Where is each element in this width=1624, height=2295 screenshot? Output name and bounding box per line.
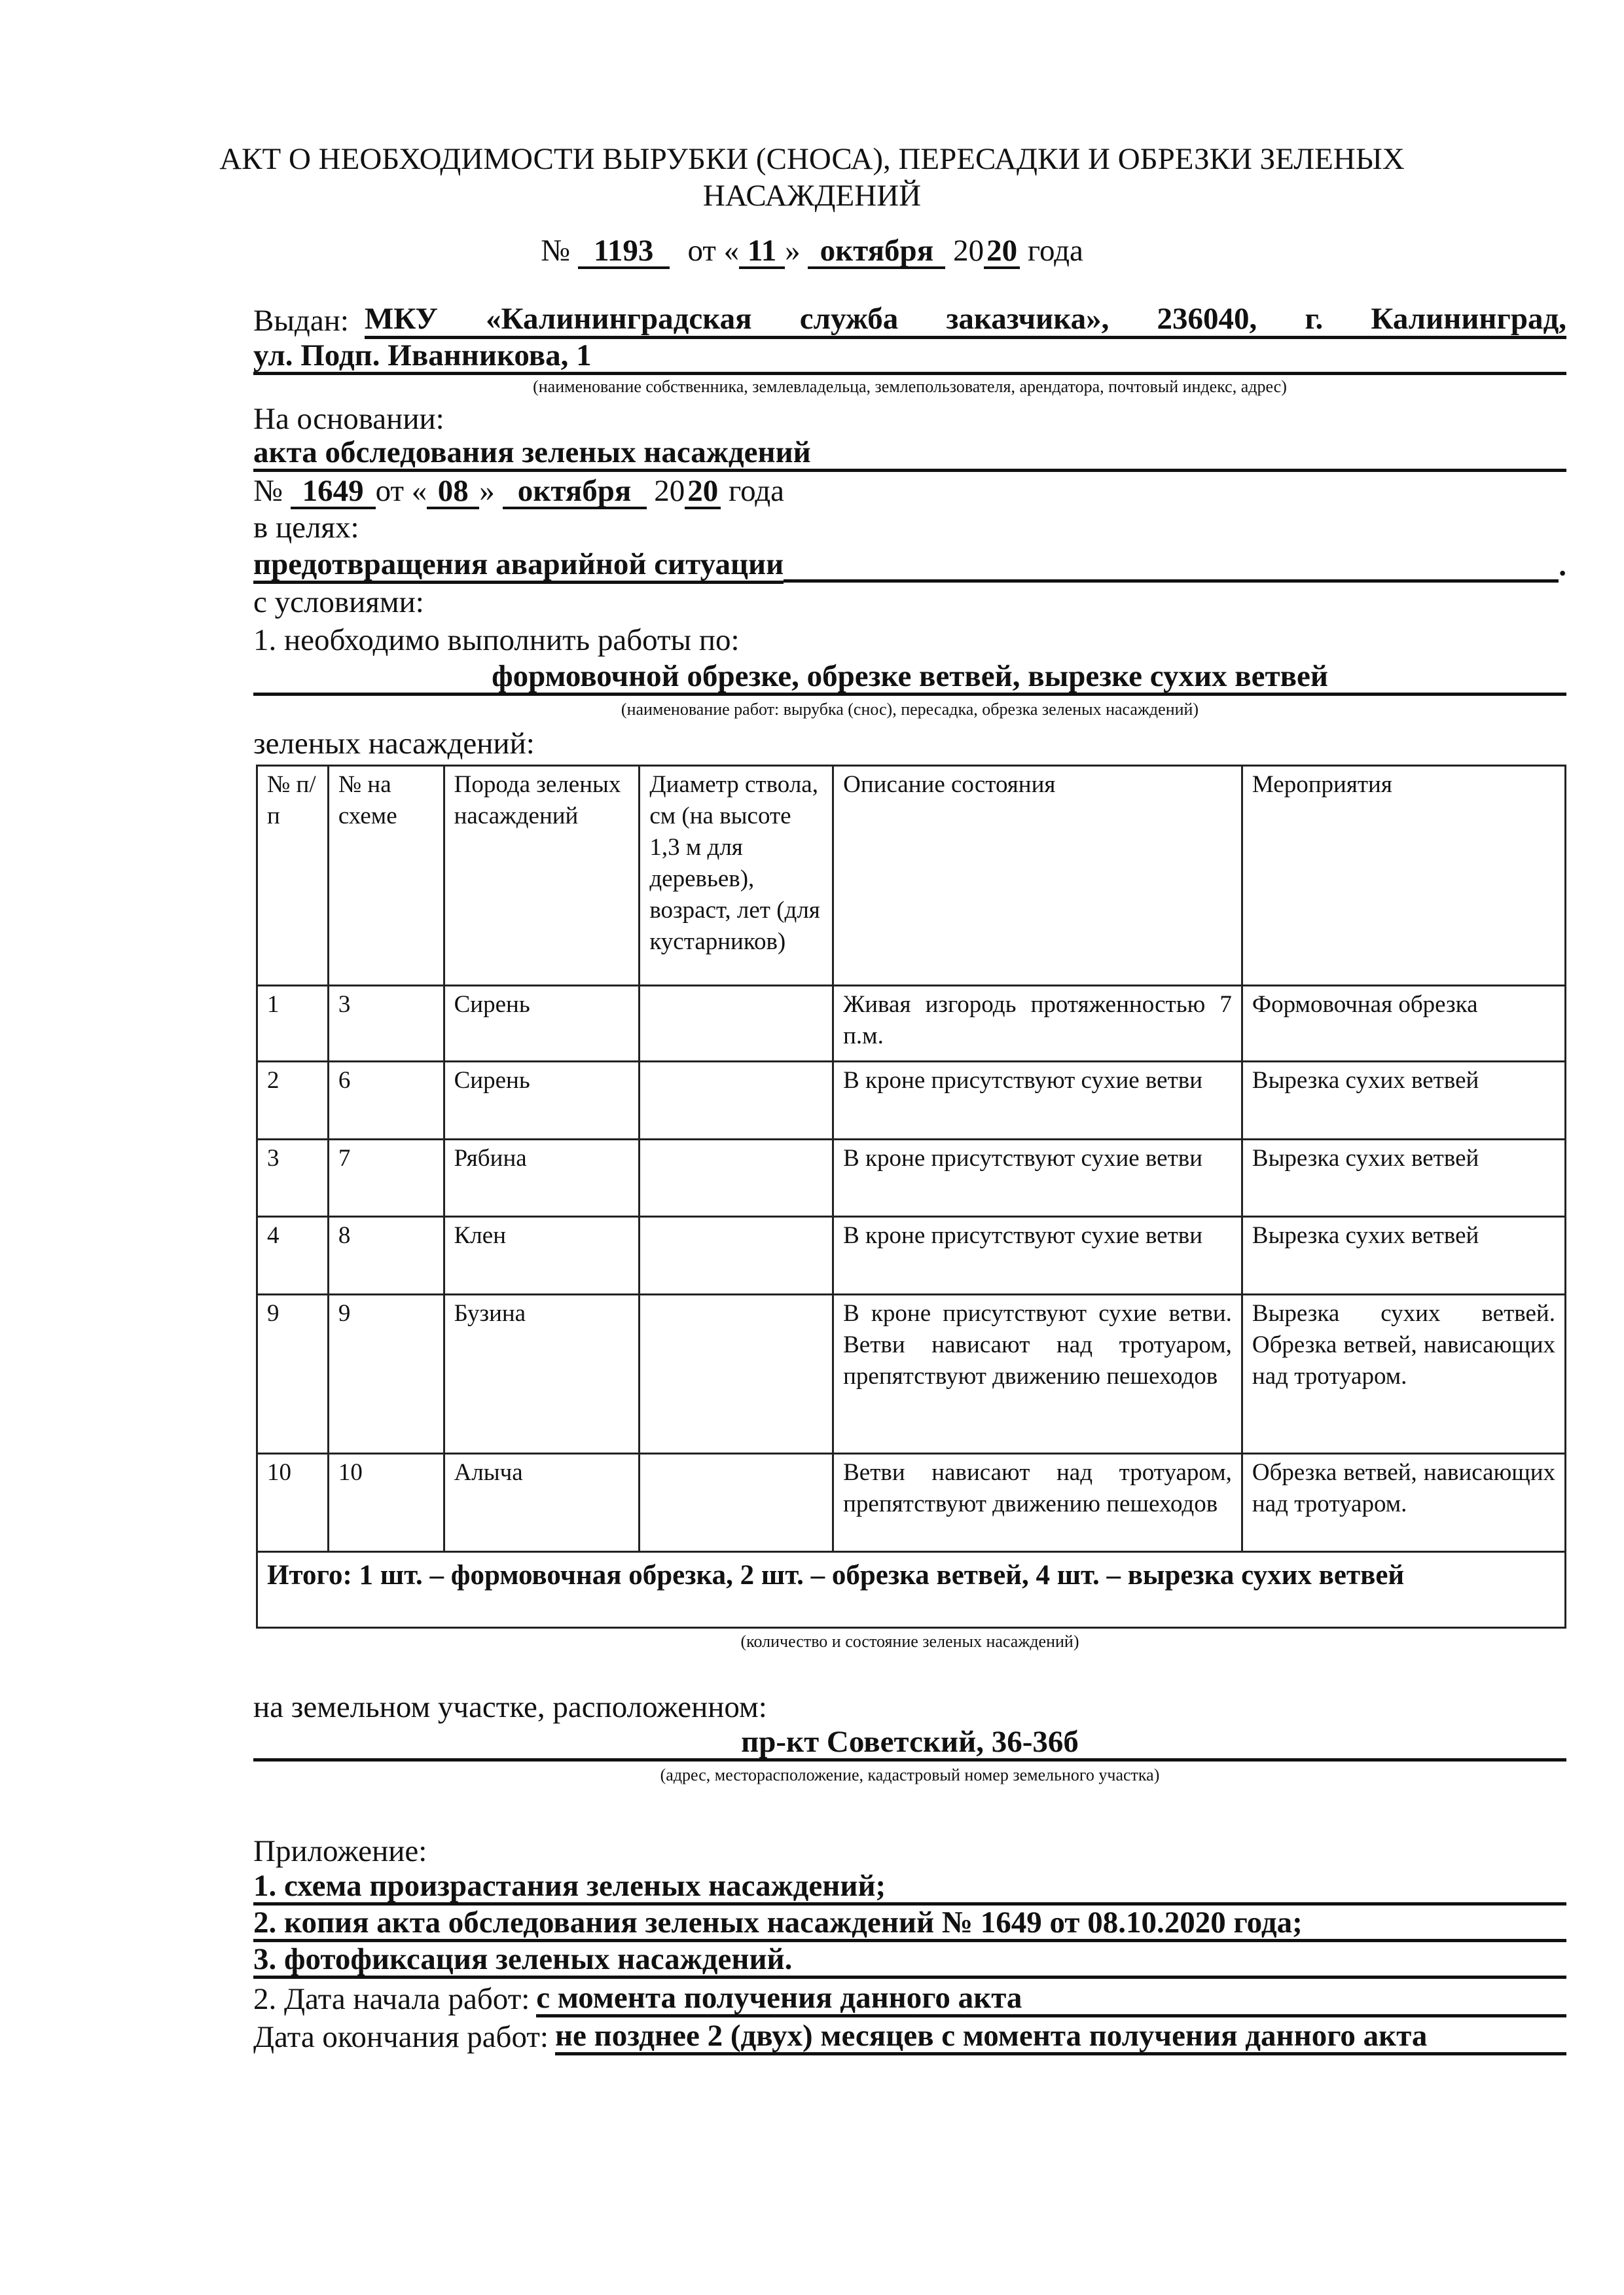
start-date-line bbox=[253, 1981, 1566, 2017]
works-value: формовочной обрезке, обрезке ветвей, вырезке сухих ветвей bbox=[253, 660, 1566, 696]
header-condition: Описание состояния bbox=[833, 766, 1242, 986]
table-row bbox=[257, 1140, 1566, 1217]
start-date-label: 2. Дата начала работ: bbox=[253, 1982, 530, 2016]
basis-year-label: года bbox=[729, 474, 785, 508]
plants-label: зеленых насаждений: bbox=[253, 727, 535, 761]
table-row bbox=[257, 1062, 1566, 1140]
header-scheme-number: № на схеме bbox=[328, 766, 444, 986]
day-close: » bbox=[785, 234, 801, 268]
cell-condition: В кроне присутствуют сухие ветви bbox=[833, 1062, 1242, 1140]
header-diameter: Диаметр ствола, см (на высоте 1,3 м для деревьев), возраст, лет (для кустарников) bbox=[640, 766, 833, 986]
works-caption: (наименование работ: вырубка (снос), пересадка, обрезка зеленых насаждений) bbox=[621, 700, 1199, 719]
cell-number: 2 bbox=[257, 1062, 329, 1140]
cell-scheme: 10 bbox=[328, 1454, 444, 1552]
table-total: Итого: 1 шт. – формовочная обрезка, 2 шт. – обрезка ветвей, 4 шт. – вырезка сухих ветвей bbox=[257, 1552, 1566, 1628]
cell-number: 4 bbox=[257, 1217, 329, 1295]
conditions-label: с условиями: bbox=[253, 585, 424, 619]
attachments-label: Приложение: bbox=[253, 1834, 427, 1868]
basis-year: 20 bbox=[685, 475, 721, 509]
cell-action: Формовочная обрезка bbox=[1242, 986, 1565, 1062]
cell-condition: В кроне присутствуют сухие ветви. Ветви нависают над тротуаром, препятствуют движению пешеходов bbox=[833, 1295, 1242, 1454]
cell-scheme: 3 bbox=[328, 986, 444, 1062]
header-row-number: № п/п bbox=[257, 766, 329, 986]
basis-label: На основании: bbox=[253, 402, 444, 436]
cell-scheme: 7 bbox=[328, 1140, 444, 1217]
start-date-value: с момента получения данного акта bbox=[536, 1981, 1566, 2017]
title-line-2: НАСАЖДЕНИЙ bbox=[702, 179, 922, 213]
table-row bbox=[257, 1454, 1566, 1552]
plants-table bbox=[256, 765, 1566, 1629]
basis-number-sign: № bbox=[253, 474, 283, 508]
cell-number: 10 bbox=[257, 1454, 329, 1552]
act-month: октября bbox=[808, 235, 945, 269]
cell-species: Сирень bbox=[444, 986, 640, 1062]
cell-diameter bbox=[640, 1140, 833, 1217]
purpose-end-mark: . bbox=[1559, 549, 1566, 583]
cell-action: Вырезка сухих ветвей bbox=[1242, 1140, 1565, 1217]
table-caption: (количество и состояние зеленых насаждений) bbox=[740, 1632, 1079, 1651]
cell-scheme: 9 bbox=[328, 1295, 444, 1454]
document-title bbox=[196, 141, 1428, 214]
cell-action: Обрезка ветвей, нависающих над тротуаром. bbox=[1242, 1454, 1565, 1552]
basis-from-label: от « bbox=[375, 474, 427, 508]
cell-number: 9 bbox=[257, 1295, 329, 1454]
basis-year-prefix: 20 bbox=[654, 474, 685, 508]
basis-number: 1649 bbox=[291, 475, 376, 509]
table-row bbox=[257, 1217, 1566, 1295]
purpose-label: в целях: bbox=[253, 511, 359, 545]
table-row bbox=[257, 986, 1566, 1062]
cell-diameter bbox=[640, 1454, 833, 1552]
cell-action: Вырезка сухих ветвей bbox=[1242, 1217, 1565, 1295]
cell-diameter bbox=[640, 1062, 833, 1140]
issued-line-1 bbox=[253, 302, 1566, 339]
cell-scheme: 8 bbox=[328, 1217, 444, 1295]
year-prefix: 20 bbox=[953, 234, 984, 268]
purpose-fill-rule bbox=[784, 579, 1559, 583]
year-label: года bbox=[1027, 234, 1083, 268]
issued-to-line-2: ул. Подп. Иванникова, 1 bbox=[253, 339, 1566, 375]
cell-number: 1 bbox=[257, 986, 329, 1062]
basis-day-close: » bbox=[479, 474, 495, 508]
cell-condition: В кроне присутствуют сухие ветви bbox=[833, 1140, 1242, 1217]
end-date-label: Дата окончания работ: bbox=[253, 2020, 549, 2054]
location-label: на земельном участке, расположенном: bbox=[253, 1690, 767, 1724]
attachment-item-1: 1. схема произрастания зеленых насаждений; bbox=[253, 1870, 1566, 1906]
location-address: пр-кт Советский, 36-36б bbox=[253, 1726, 1566, 1762]
cell-action: Вырезка сухих ветвей bbox=[1242, 1062, 1565, 1140]
title-line-1: АКТ О НЕОБХОДИМОСТИ ВЫРУБКИ (СНОСА), ПЕРЕСАДКИ И ОБРЕЗКИ ЗЕЛЕНЫХ bbox=[219, 142, 1405, 176]
cell-action: Вырезка сухих ветвей. Обрезка ветвей, нависающих над тротуаром. bbox=[1242, 1295, 1565, 1454]
issued-label: Выдан: bbox=[253, 304, 349, 338]
act-year: 20 bbox=[984, 235, 1020, 269]
cell-species: Алыча bbox=[444, 1454, 640, 1552]
table-header-row bbox=[257, 766, 1566, 986]
cell-species: Рябина bbox=[444, 1140, 640, 1217]
header-actions: Мероприятия bbox=[1242, 766, 1565, 986]
cell-diameter bbox=[640, 1217, 833, 1295]
purpose-value: предотвращения аварийной ситуации bbox=[253, 548, 784, 584]
cell-condition: В кроне присутствуют сухие ветви bbox=[833, 1217, 1242, 1295]
conditions-item-1: 1. необходимо выполнить работы по: bbox=[253, 623, 740, 657]
header-species: Порода зеленых насаждений bbox=[444, 766, 640, 986]
table-row bbox=[257, 1295, 1566, 1454]
basis-number-line bbox=[253, 473, 1566, 509]
from-label: от « bbox=[687, 234, 740, 268]
cell-condition: Ветви нависают над тротуаром, препятствуют движению пешеходов bbox=[833, 1454, 1242, 1552]
end-date-line bbox=[253, 2019, 1566, 2055]
basis-document: акта обследования зеленых насаждений bbox=[253, 436, 1566, 472]
location-caption: (адрес, месторасположение, кадастровый номер земельного участка) bbox=[660, 1765, 1160, 1784]
cell-species: Бузина bbox=[444, 1295, 640, 1454]
cell-condition: Живая изгородь протяженностью 7 п.м. bbox=[833, 986, 1242, 1062]
act-day: 11 bbox=[739, 235, 785, 269]
cell-diameter bbox=[640, 986, 833, 1062]
attachment-item-2: 2. копия акта обследования зеленых насаждений № 1649 от 08.10.2020 года; bbox=[253, 1906, 1566, 1942]
cell-number: 3 bbox=[257, 1140, 329, 1217]
basis-month: октября bbox=[503, 475, 647, 509]
cell-species: Клен bbox=[444, 1217, 640, 1295]
issued-to-line-1: МКУ «Калининградская служба заказчика», 236040, г. Калининград, bbox=[365, 302, 1566, 339]
issued-caption: (наименование собственника, землевладельца, землепользователя, арендатора, почтовый индекс, адрес) bbox=[533, 377, 1287, 396]
table-total-row bbox=[257, 1552, 1566, 1628]
cell-scheme: 6 bbox=[328, 1062, 444, 1140]
number-sign: № bbox=[541, 234, 570, 268]
attachment-item-3: 3. фотофиксация зеленых насаждений. bbox=[253, 1943, 1566, 1979]
cell-diameter bbox=[640, 1295, 833, 1454]
basis-day: 08 bbox=[427, 475, 479, 509]
end-date-value: не позднее 2 (двух) месяцев с момента получения данного акта bbox=[555, 2019, 1566, 2055]
cell-species: Сирень bbox=[444, 1062, 640, 1140]
purpose-line bbox=[253, 547, 1566, 584]
act-number: 1193 bbox=[578, 235, 670, 269]
act-number-line bbox=[0, 232, 1624, 269]
